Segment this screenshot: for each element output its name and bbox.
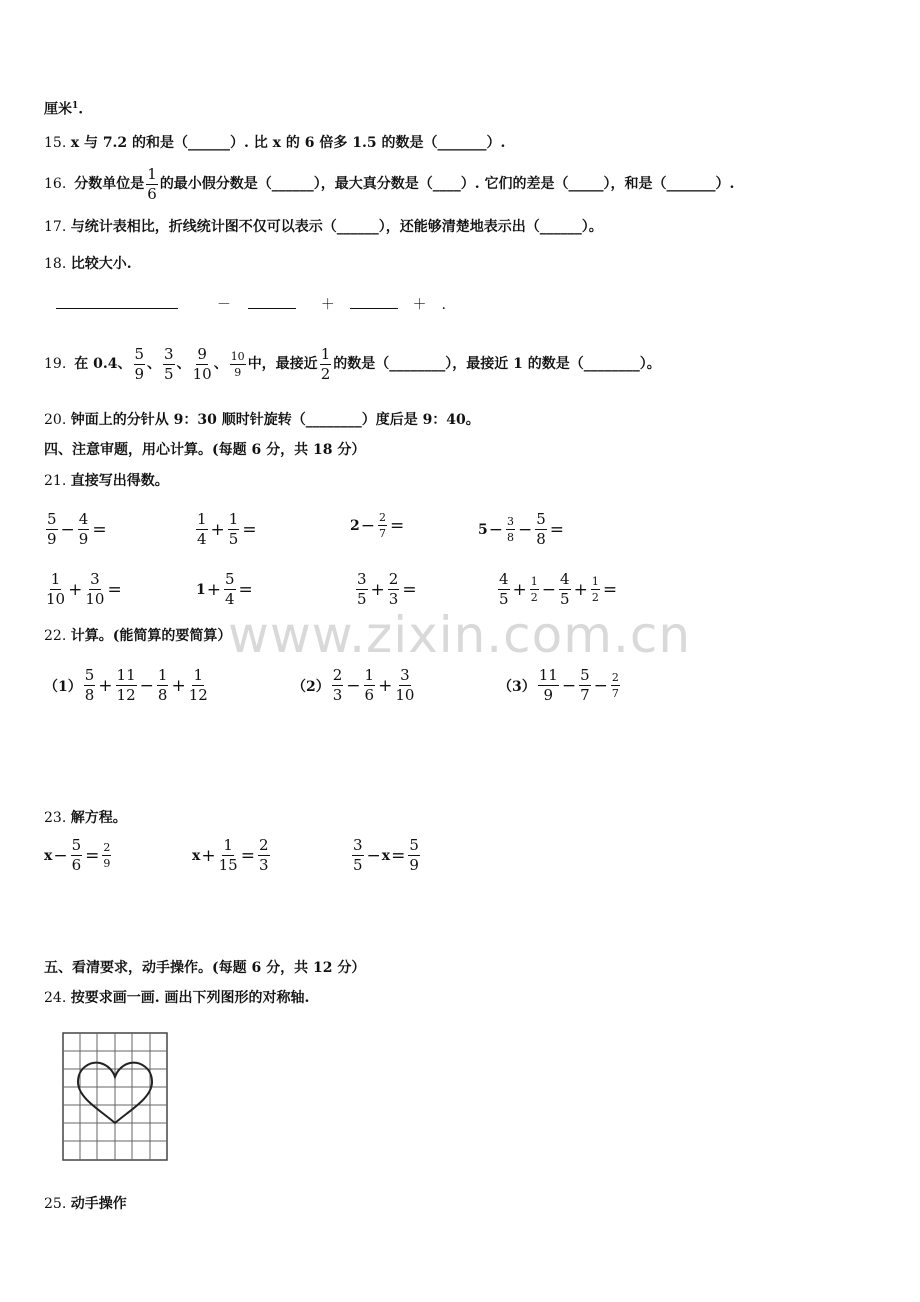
equation-3: $\frac{3}{5}$ − x = $\frac{5}{9}$ bbox=[353, 836, 419, 874]
heart-grid-figure bbox=[60, 1030, 170, 1164]
q18-blanks bbox=[56, 294, 446, 315]
answer-blank[interactable] bbox=[350, 294, 398, 309]
question-22 bbox=[44, 626, 231, 646]
question-text: 与统计表相比，折线统计图不仅可以表示（______），还能够清楚地表示出（______）。 bbox=[70, 219, 603, 235]
question-text: 按要求画一画. 画出下列图形的对称轴. bbox=[70, 990, 310, 1006]
question-number: 21. bbox=[44, 473, 67, 489]
question-number: 20. bbox=[44, 412, 67, 428]
question-15 bbox=[44, 133, 505, 153]
compare-sign: ＋ bbox=[412, 297, 427, 313]
question-number: 22. bbox=[44, 628, 67, 644]
calc-expression: $\frac{3}{5}$ + $\frac{2}{3}$ = bbox=[357, 570, 417, 608]
answer-blank[interactable] bbox=[248, 294, 296, 309]
calc-expression-2: （2） $\frac{2}{3}$ − $\frac{1}{6}$ + $\frac{3}{10}$ bbox=[292, 666, 415, 704]
question-21 bbox=[44, 471, 169, 491]
calc-expression: 5 − $\frac{3}{8}$ − $\frac{5}{8}$ = bbox=[478, 510, 565, 548]
calc-expression: $\frac{5}{9}$ − $\frac{4}{9}$ = bbox=[47, 510, 107, 548]
calc-expression: $\frac{1}{10}$ + $\frac{3}{10}$ = bbox=[46, 570, 122, 608]
top-fragment bbox=[44, 96, 83, 120]
equation-2: x + $\frac{1}{15}$ = $\frac{2}{3}$ bbox=[192, 836, 269, 874]
question-text: 动手操作 bbox=[70, 1196, 127, 1212]
question-number: 18. bbox=[44, 256, 67, 272]
fraction: $\frac{9}{10}$ bbox=[192, 344, 212, 383]
question-text: 钟面上的分针从 9：30 顺时针旋转（________）度后是 9：40。 bbox=[70, 412, 480, 428]
fragment-end: . bbox=[78, 101, 84, 118]
question-18 bbox=[44, 254, 132, 274]
question-text-pre: 分数单位是 bbox=[74, 176, 145, 192]
question-20 bbox=[44, 410, 480, 430]
question-number: 23. bbox=[44, 810, 67, 826]
fraction: $\frac{10}{9}$ bbox=[230, 349, 245, 379]
fraction: $\frac{5}{9}$ bbox=[134, 344, 145, 383]
question-number: 19. bbox=[44, 356, 67, 372]
question-16 bbox=[44, 166, 734, 202]
question-17 bbox=[44, 217, 603, 237]
question-text: 比较大小. bbox=[70, 256, 132, 272]
fraction: $\frac{1}{2}$ bbox=[320, 344, 331, 383]
question-number: 15. bbox=[44, 135, 67, 151]
section-5-heading: 五、看清要求，动手操作。(每题 6 分，共 12 分） bbox=[44, 960, 366, 976]
calc-expression: 1 + $\frac{5}{4}$ = bbox=[196, 570, 253, 608]
question-number: 16. bbox=[44, 176, 67, 192]
watermark: www.zixin.com.cn bbox=[228, 606, 692, 664]
question-number: 25. bbox=[44, 1196, 67, 1212]
question-number: 24. bbox=[44, 990, 67, 1006]
equation-1: x − $\frac{5}{6}$ = $\frac{2}{9}$ bbox=[44, 836, 111, 874]
question-text: 计算。(能简算的要简算） bbox=[70, 628, 232, 644]
question-text-mid: 中，最接近 bbox=[247, 356, 318, 372]
compare-sign: － bbox=[216, 297, 231, 313]
calc-expression: $\frac{1}{4}$ + $\frac{1}{5}$ = bbox=[197, 510, 257, 548]
question-text: 直接写出得数。 bbox=[70, 473, 169, 489]
calc-expression: $\frac{4}{5}$ + $\frac{1}{2}$ − $\frac{4}{5}$ + $\frac{1}{2}$ = bbox=[499, 570, 618, 608]
fraction: $\frac{3}{5}$ bbox=[164, 344, 174, 383]
calc-expression-3: （3） $\frac{11}{9}$ − $\frac{5}{7}$ − $\frac{2}{7}$ bbox=[498, 666, 619, 704]
fragment-sup: 1 bbox=[72, 101, 79, 111]
fraction: $\frac{1}{6}$ bbox=[147, 164, 157, 203]
compare-sign: ＋ bbox=[320, 297, 335, 313]
question-25 bbox=[44, 1194, 127, 1214]
fragment-text: 厘米 bbox=[44, 101, 72, 118]
question-text-post: 的数是（________），最接近 1 的数是（________）。 bbox=[333, 356, 661, 372]
question-text: 解方程。 bbox=[70, 810, 127, 826]
section-4-heading: 四、注意审题，用心计算。(每题 6 分，共 18 分） bbox=[44, 442, 366, 458]
calc-expression-1: （1） $\frac{5}{8}$ + $\frac{11}{12}$ − $\frac{1}{8}$ + $\frac{1}{12}$ bbox=[44, 666, 208, 704]
calc-expression: 2 − $\frac{2}{7}$ = bbox=[350, 511, 405, 540]
question-19: 19. 在 0.4、 $\frac{5}{9}$ 、 $\frac{3}{5}$ 、 $\frac{9}{10}$ 、 $\frac{10}{9}$ 中，最接近 $\frac{1}{2}$ 的数是（________），最接近 1 的数是（________）。 bbox=[44, 344, 661, 383]
question-text: x 与 7.2 的和是（______）. 比 x 的 6 倍多 1.5 的数是（_______）. bbox=[70, 135, 506, 151]
answer-blank[interactable] bbox=[56, 294, 178, 309]
compare-sign: . bbox=[441, 297, 446, 313]
question-text-post: 的最小假分数是（______），最大真分数是（____）. 它们的差是（_____），和是（_______）. bbox=[159, 176, 735, 192]
question-number: 17. bbox=[44, 219, 67, 235]
question-24 bbox=[44, 988, 309, 1008]
question-23 bbox=[44, 808, 127, 828]
question-text-pre: 在 0.4、 bbox=[74, 356, 132, 372]
